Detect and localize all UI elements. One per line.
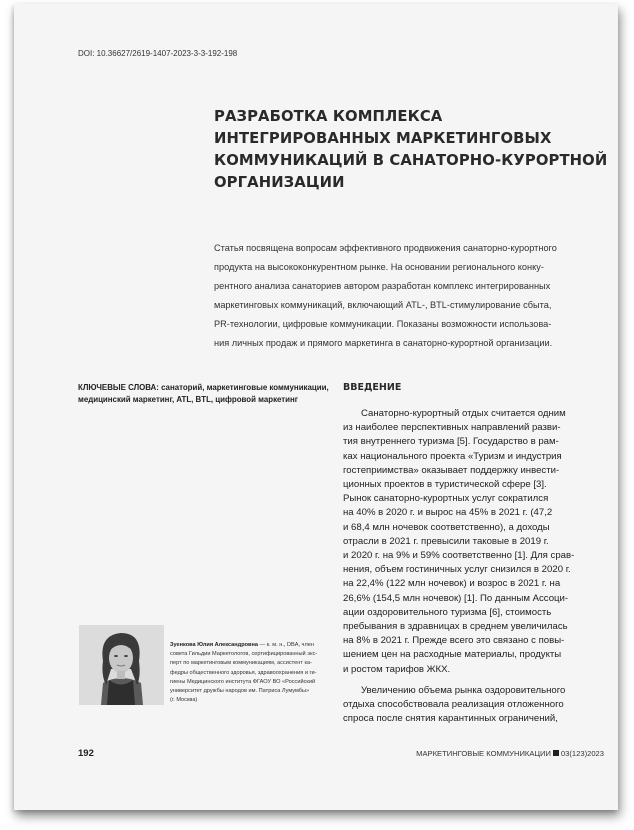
- body-line: Рынок санаторно-курортных услуг сократился: [343, 493, 549, 505]
- body-line: гостеприимства» оказывает поддержку инвести-: [343, 464, 560, 476]
- body-line: на 8% в 2021 г. Прежде всего это связано с повы-: [343, 635, 565, 647]
- body-line: нения, объем гостиничных услуг снизился в 2020 г.: [343, 564, 571, 576]
- body-line: ках национального проекта «Туризм и индустрия: [343, 450, 562, 462]
- body-line: пребывания в здравницах в среднем увеличилась: [343, 621, 568, 633]
- author-portrait-image: [79, 625, 164, 705]
- issue-label: 03(123)2023: [560, 749, 604, 758]
- author-bio-line: (г. Москва): [170, 697, 198, 704]
- title-line: РАЗРАБОТКА КОМПЛЕКСА: [214, 108, 443, 125]
- doi-label: DOI: 10.36627/2619-1407-2023-3-3-192-198: [78, 49, 238, 58]
- author-info: [170, 641, 335, 705]
- keywords: [78, 382, 328, 406]
- author-photo: [79, 625, 164, 705]
- author-bio-line: совета Гильдии Маркетологов, сертифицированный экс-: [170, 651, 318, 658]
- title-line: КОММУНИКАЦИЙ В САНАТОРНО-КУРОРТНОЙ: [214, 152, 608, 169]
- body-line: и 68,4 млн ночевок соответственно), а доходы: [343, 521, 550, 533]
- journal-name: МАРКЕТИНГОВЫЕ КОММУНИКАЦИИ: [416, 749, 551, 758]
- body-line: спроса после снятия карантинных ограничений,: [343, 713, 558, 725]
- author-bio-line: — к. м. н., DBA, член: [257, 642, 314, 648]
- author-bio-line: гиены Медицинского института ФГАОУ ВО «Российский: [170, 678, 316, 685]
- author-bio-line: федры общественного здоровья, здравоохранения и ги-: [170, 669, 317, 676]
- body-line: из наиболее перспективных направлений разви-: [343, 422, 561, 434]
- body-line: шением цен на расходные материалы, продукты: [343, 649, 562, 661]
- body-line: ционных проектов в туристической сфере [3].: [343, 479, 547, 491]
- body-line: Увеличению объема рынка оздоровительного: [361, 684, 566, 696]
- page-number: 192: [78, 748, 94, 759]
- square-separator-icon: [553, 750, 559, 756]
- body-line: 26,6% (154,5 млн ночевок) [1]. По данным Ассоци-: [343, 592, 569, 604]
- body-line: отдыха способствовала реализация отложенного: [343, 699, 564, 711]
- body-line: и ростом тарифов ЖКХ.: [343, 663, 451, 675]
- body-line: Санаторно-курортный отдых считается одним: [361, 408, 566, 419]
- body-text: [343, 407, 613, 726]
- abstract-line: PR-технологии, цифровые коммуникации. Показаны возможности использова-: [214, 319, 552, 329]
- keywords-line: КЛЮЧЕВЫЕ СЛОВА: санаторий, маркетинговые коммуникации,: [78, 383, 329, 392]
- author-bio-line: перт по маркетинговым коммуникациям, ассистент ка-: [170, 660, 313, 667]
- section-heading: ВВЕДЕНИЕ: [343, 382, 402, 393]
- author-bio-line: университет дружбы народов им. Патриса Лумумбы»: [170, 688, 310, 695]
- abstract-line: маркетинговых коммуникаций, включающий ATL-, BTL-стимулирование сбыта,: [214, 300, 552, 310]
- body-line: тия внутреннего туризма [5]. Государство в рам-: [343, 436, 559, 448]
- body-line: отрасли в 2021 г. превысили таковые в 2019 г.: [343, 535, 549, 547]
- keywords-line: медицинский маркетинг, ATL, BTL, цифровой маркетинг: [78, 395, 299, 404]
- journal-footer: [416, 749, 604, 758]
- abstract-line: ния личных продаж и прямого маркетинга в санаторно-курортной организации.: [214, 338, 553, 348]
- title-line: ИНТЕГРИРОВАННЫХ МАРКЕТИНГОВЫХ: [214, 130, 552, 147]
- author-name: Зуенкова Юлия Александровна: [170, 642, 258, 648]
- journal-page: [14, 4, 618, 810]
- body-line: на 40% в 2020 г. и вырос на 45% в 2021 г. (47,2: [343, 507, 553, 519]
- article-title: [214, 106, 614, 194]
- abstract: [214, 239, 609, 353]
- body-line: ации оздоровительного туризма [6], стоимость: [343, 606, 552, 618]
- title-line: ОРГАНИЗАЦИИ: [214, 174, 345, 191]
- abstract-line: рентного анализа санаториев автором разработан комплекс интегрированных: [214, 281, 551, 291]
- body-line: на 22,4% (122 млн ночевок) и возрос в 2021 г. на: [343, 578, 561, 590]
- abstract-line: продукта на высококонкурентном рынке. На основании регионального конку-: [214, 262, 544, 272]
- abstract-line: Статья посвящена вопросам эффективного продвижения санаторно-курортного: [214, 243, 557, 253]
- body-line: и 2020 г. на 9% и 59% соответственно [1]. Для срав-: [343, 550, 575, 562]
